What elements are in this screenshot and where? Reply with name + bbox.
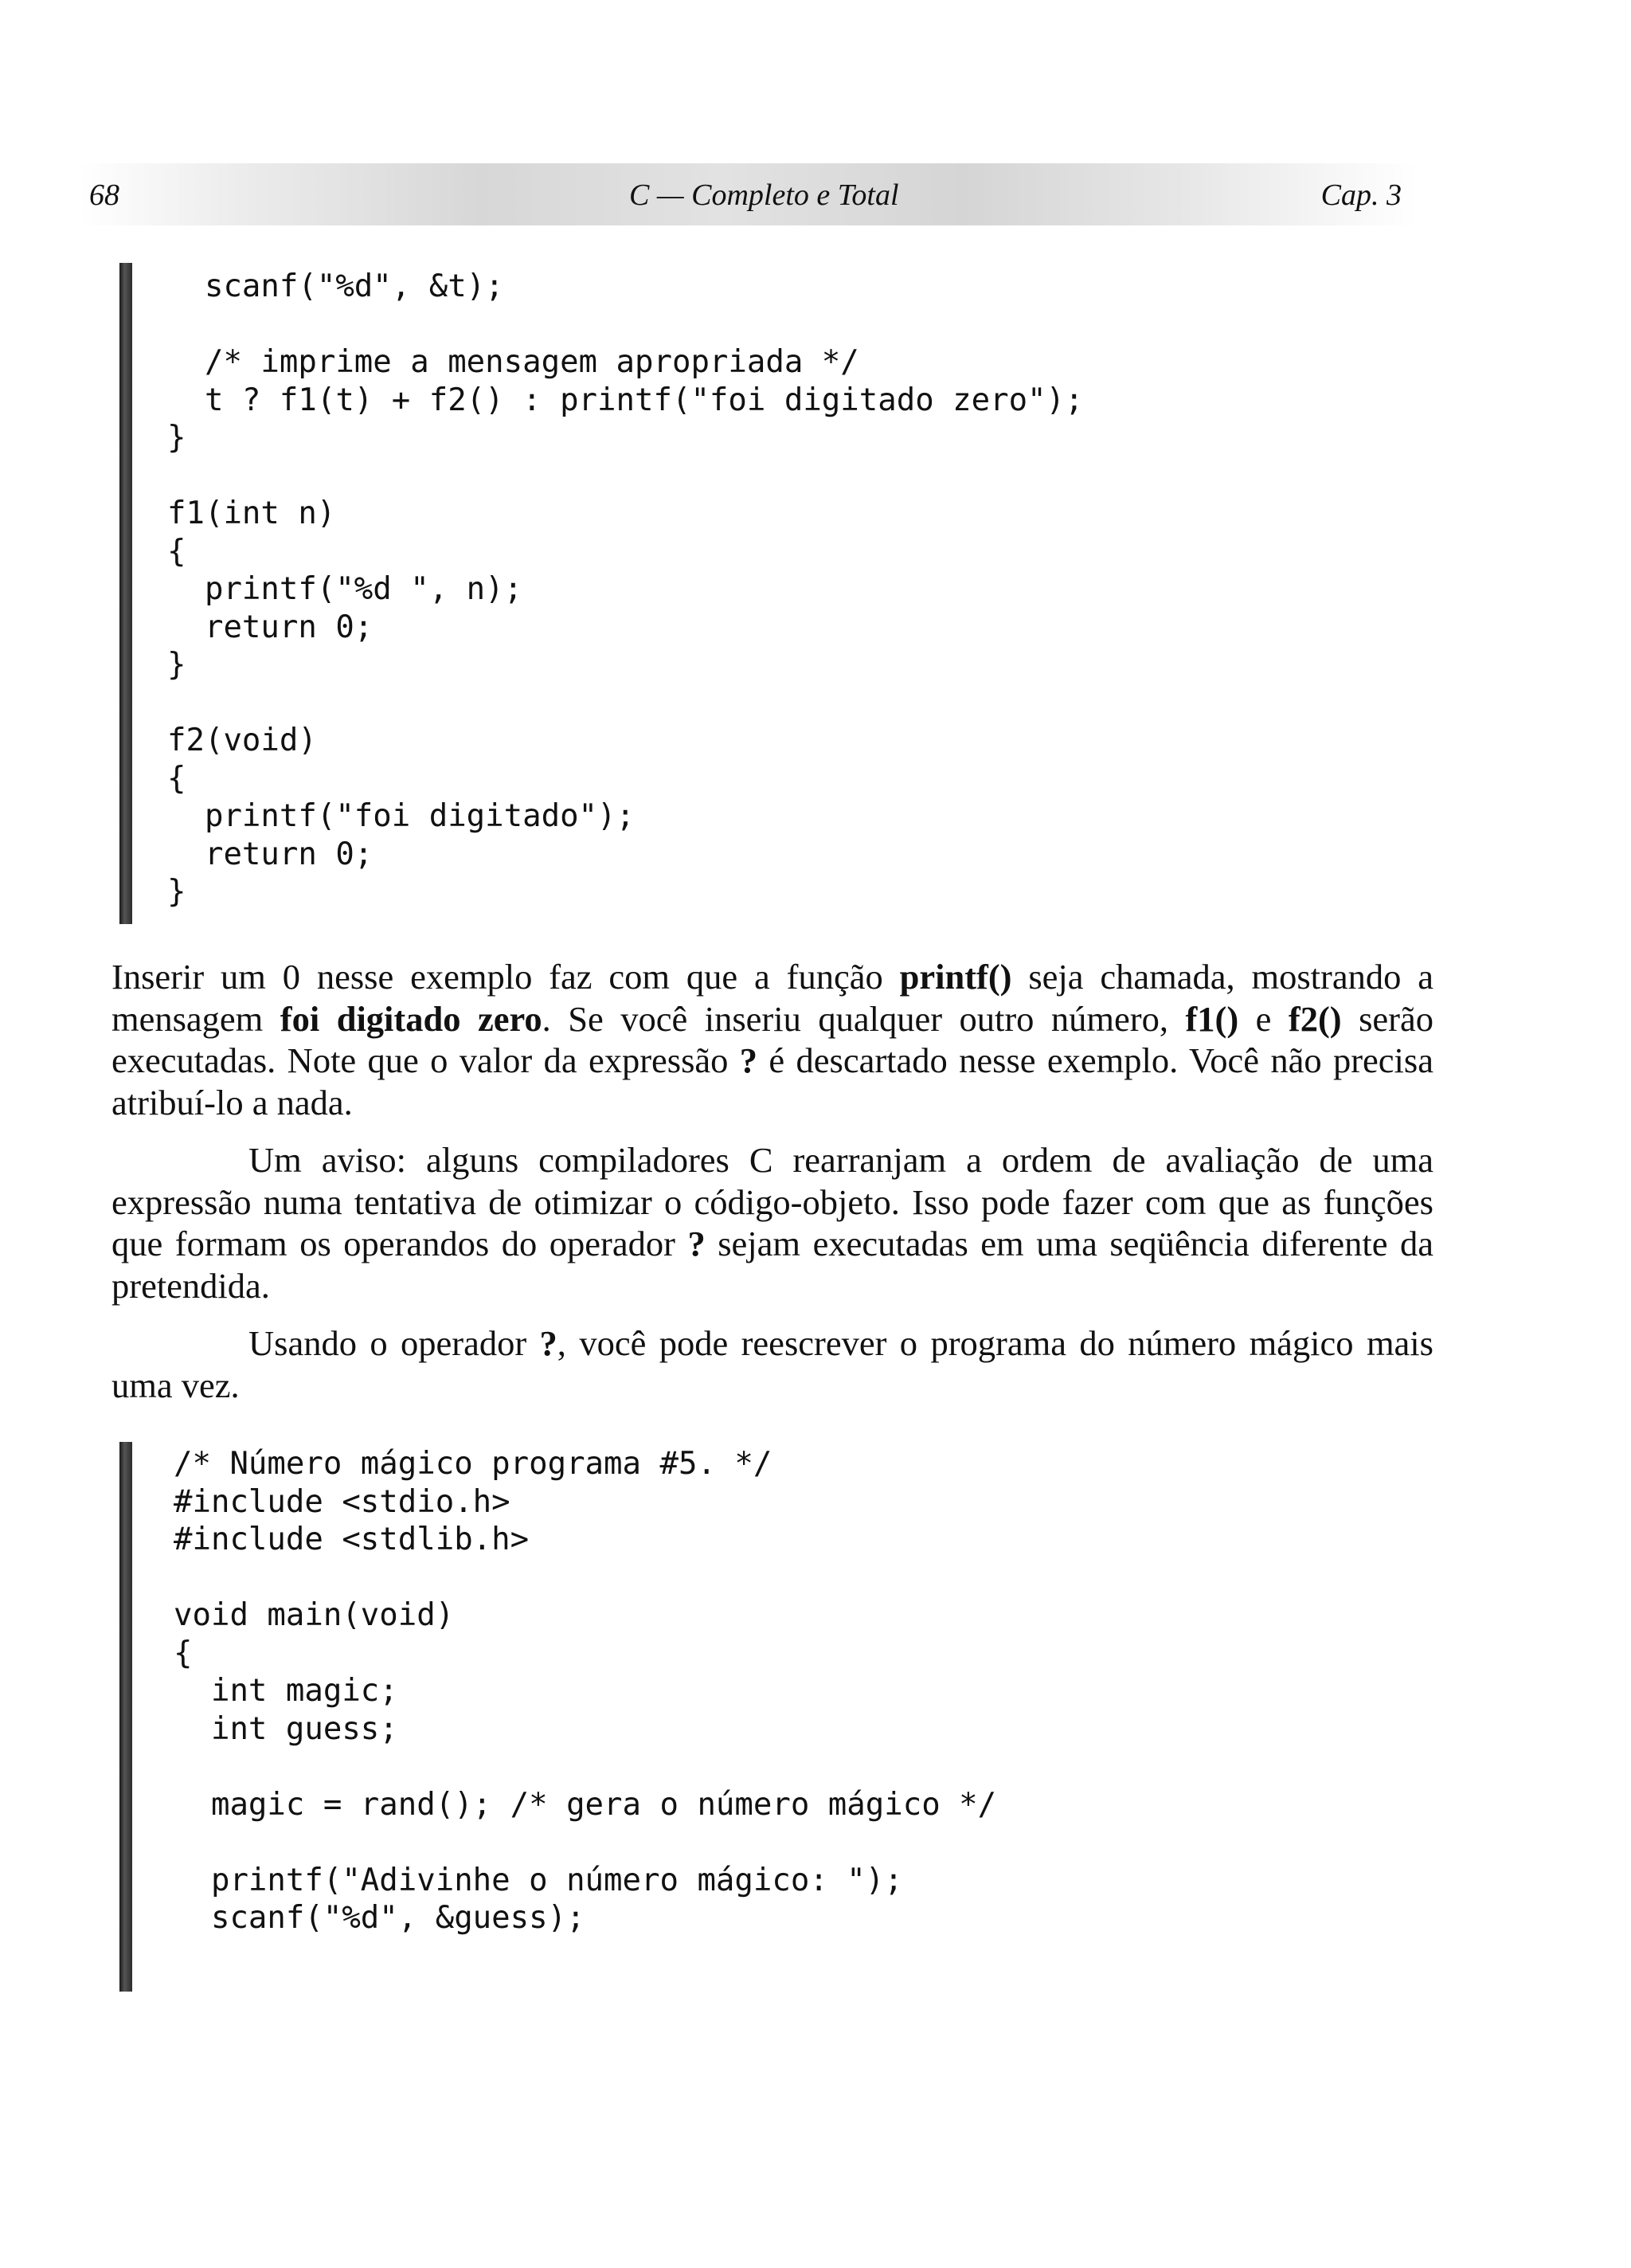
code-line [167,306,1084,344]
code-line: printf("%d ", n); [167,571,523,607]
book-title: C — Completo e Total [629,178,899,212]
code-line: scanf("%d", &t); [167,268,504,304]
chapter-label: Cap. 3 [1320,178,1402,212]
paragraph-text: seja chamada, mostrando a mensagem [111,957,1433,1039]
paragraph-1 [111,956,1433,1123]
code-line: void main(void) [174,1597,455,1633]
page-number: 68 [89,178,119,212]
paragraph-text: . Se você inseriu qualquer outro número, [542,998,1186,1039]
code-line: #include <stdlib.h> [174,1522,530,1557]
inline-code-bold: ? [539,1323,557,1363]
paragraph-text: sejam executadas em uma seqüência diferente da pretendida. [111,1224,1433,1306]
paragraph-text: , você pode reescrever o programa do número mágico mais uma vez. [111,1323,1433,1405]
inline-code-bold: f2() [1288,998,1342,1039]
code-line [174,1748,996,1786]
code-line: printf("foi digitado"); [167,798,635,834]
code-line [174,1559,996,1597]
code-line: f1(int n) [167,496,336,531]
code-line: { [174,1635,193,1671]
paragraph-2 [111,1139,1433,1306]
paragraph-3 [111,1322,1433,1406]
code-line [174,1823,996,1862]
code-line: /* Número mágico programa #5. */ [174,1446,772,1482]
paragraph-text: e [1238,998,1289,1039]
code-line: int guess; [174,1710,398,1747]
paragraph-text: Um aviso: alguns compiladores C rearranjam a ordem de avaliação de uma expressão numa tentativa de otimizar o código-objeto. Isso pode fazer com que as funções que formam os operandos do operador [111,1140,1433,1263]
inline-code-bold: ? [687,1224,706,1263]
paragraph-text: serão executadas. Note que o valor da expressão [111,998,1433,1080]
code-line: t ? f1(t) + f2() : printf("foi digitado zero"); [167,382,1084,418]
code-line: f2(void) [167,723,317,758]
inline-code-bold: ? [739,1040,758,1080]
paragraph-text: Inserir um 0 nesse exemplo faz com que a função [111,957,900,997]
inline-code-bold: foi digitado zero [280,998,542,1039]
code-line: } [167,647,186,683]
code-line [167,457,1084,496]
inline-code-bold: printf() [899,957,1012,997]
code-block-1 [167,268,1084,911]
code-line: } [167,420,186,456]
code-line: #include <stdio.h> [174,1483,510,1520]
code-block-2 [174,1445,996,1937]
inline-code-bold: f1() [1185,998,1239,1039]
paragraph-text: é descartado nesse exemplo. Você não precisa atribuí-lo a nada. [111,1040,1433,1122]
code-line: magic = rand(); /* gera o número mágico */ [174,1786,997,1823]
code-line: { [167,533,186,570]
code-line [167,684,1084,723]
running-header [80,163,1418,225]
code-line: /* imprime a mensagem apropriada */ [167,344,859,380]
code-line: } [167,874,186,910]
code-line: int magic; [174,1673,398,1709]
code-line: return 0; [167,609,374,645]
paragraph-text: Usando o operador [248,1323,540,1363]
code-margin-bar [119,263,132,924]
code-line: printf("Adivinhe o número mágico: "); [174,1862,903,1898]
code-line: scanf("%d", &guess); [174,1900,585,1936]
code-line: return 0; [167,836,374,872]
code-line: { [167,760,186,797]
code-margin-bar [119,1442,132,1992]
